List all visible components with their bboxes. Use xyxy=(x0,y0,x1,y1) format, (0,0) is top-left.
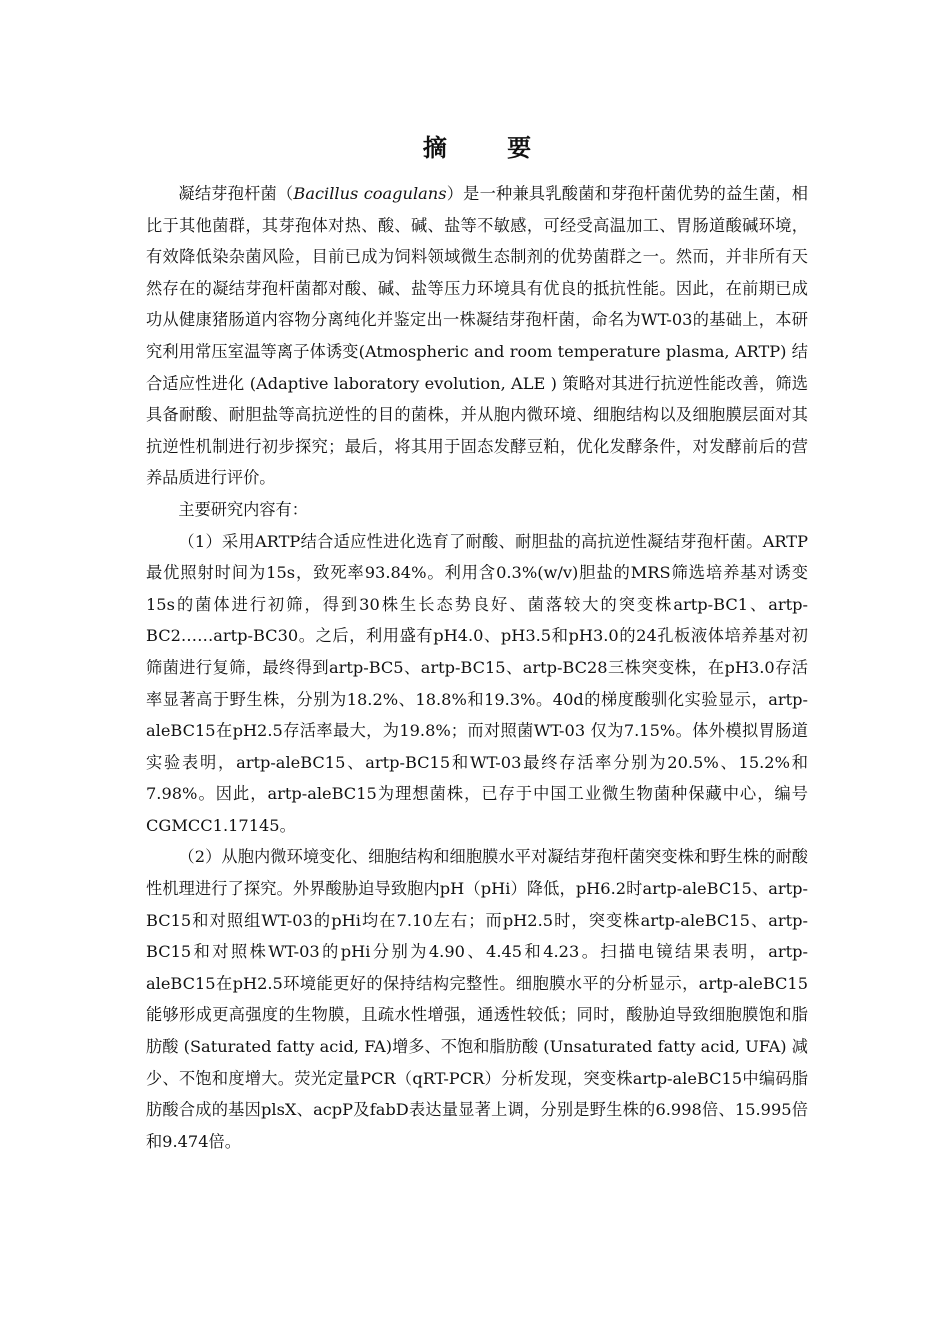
contents-heading: 主要研究内容有： xyxy=(178,499,308,519)
intro-paragraph xyxy=(146,178,808,494)
research-item-1: （1）采用ARTP结合适应性进化选育了耐酸、耐胆盐的高抗逆性凝结芽孢杆菌。ARTP最优照射时间为15s，致死率93.84%。利用含0.3%(w/v)胆盐的MRS筛选培养基对诱变15s的菌体进行初筛，得到30株生长态势良好、菌落较大的突变株artp-BC1、artp-BC2……artp-BC30。之后，利用盛有pH4.0、pH3.5和pH3.0的24孔板液体培养基对初筛菌进行复筛，最终得到artp-BC5、artp-BC15、artp-BC28三株突变株，在pH3.0存活率显著高于野生株，分别为18.2%、18.8%和19.3%。40d的梯度酸驯化实验显示，artp-aleBC15在pH2.5存活率最大，为19.8%；而对照菌WT-03 仅为7.15%。体外模拟胃肠道实验表明，artp-aleBC15、artp-BC15和WT-03最终存活率分别为20.5%、15.2%和7.98%。因此，artp-aleBC15为理想菌株，已存于中国工业微生物菌种保藏中心，编号CGMCC1.17145。 xyxy=(146,531,808,835)
abstract-title: 摘 要 xyxy=(422,134,558,162)
abstract-page xyxy=(146,128,808,1157)
intro-body: ）是一种兼具乳酸菌和芽孢杆菌优势的益生菌，相比于其他菌群，其芽孢体对热、酸、碱、盐等不敏感，可经受高温加工、胃肠道酸碱环境，有效降低染杂菌风险，目前已成为饲料领域微生态制剂的优势菌群之一。然而，并非所有天然存在的凝结芽孢杆菌都对酸、碱、盐等压力环境具有优良的抵抗性能。因此，在前期已成功从健康猪肠道内容物分离纯化并鉴定出一株凝结芽孢杆菌，命名为WT-03的基础上，本研究利用常压室温等离子体诱变(Atmospheric and room temperature plasma, ARTP) 结合适应性进化 (Adaptive laboratory evolution, ALE ) 策略对其进行抗逆性能改善，筛选具备耐酸、耐胆盐等高抗逆性的目的菌株，并从胞内微环境、细胞结构以及细胞膜层面对其抗逆性机制进行初步探究；最后，将其用于固态发酵豆粕，优化发酵条件，对发酵前后的营养品质进行评价。 xyxy=(146,184,808,488)
research-item-2: （2）从胞内微环境变化、细胞结构和细胞膜水平对凝结芽孢杆菌突变株和野生株的耐酸性机理进行了探究。外界酸胁迫导致胞内pH（pHi）降低，pH6.2时artp-aleBC15、artp-BC15和对照组WT-03的pHi均在7.10左右；而pH2.5时，突变株artp-aleBC15、artp-BC15和对照株WT-03的pHi分别为4.90、4.45和4.23。扫描电镜结果表明，artp-aleBC15在pH2.5环境能更好的保持结构完整性。细胞膜水平的分析显示，artp-aleBC15能够形成更高强度的生物膜，且疏水性增强，通透性较低；同时，酸胁迫导致细胞膜饱和脂肪酸 (Saturated fatty acid, FA)增多、不饱和脂肪酸 (Unsaturated fatty acid, UFA) 减少、不饱和度增大。荧光定量PCR（qRT-PCR）分析发现，突变株artp-aleBC15中编码脂肪酸合成的基因plsX、acpP及fabD表达量显著上调，分别是野生株的6.998倍、15.995倍和9.474倍。 xyxy=(146,847,808,1151)
species-name: Bacillus coagulans xyxy=(293,184,447,203)
intro-pre: 凝结芽孢杆菌（ xyxy=(178,184,294,203)
